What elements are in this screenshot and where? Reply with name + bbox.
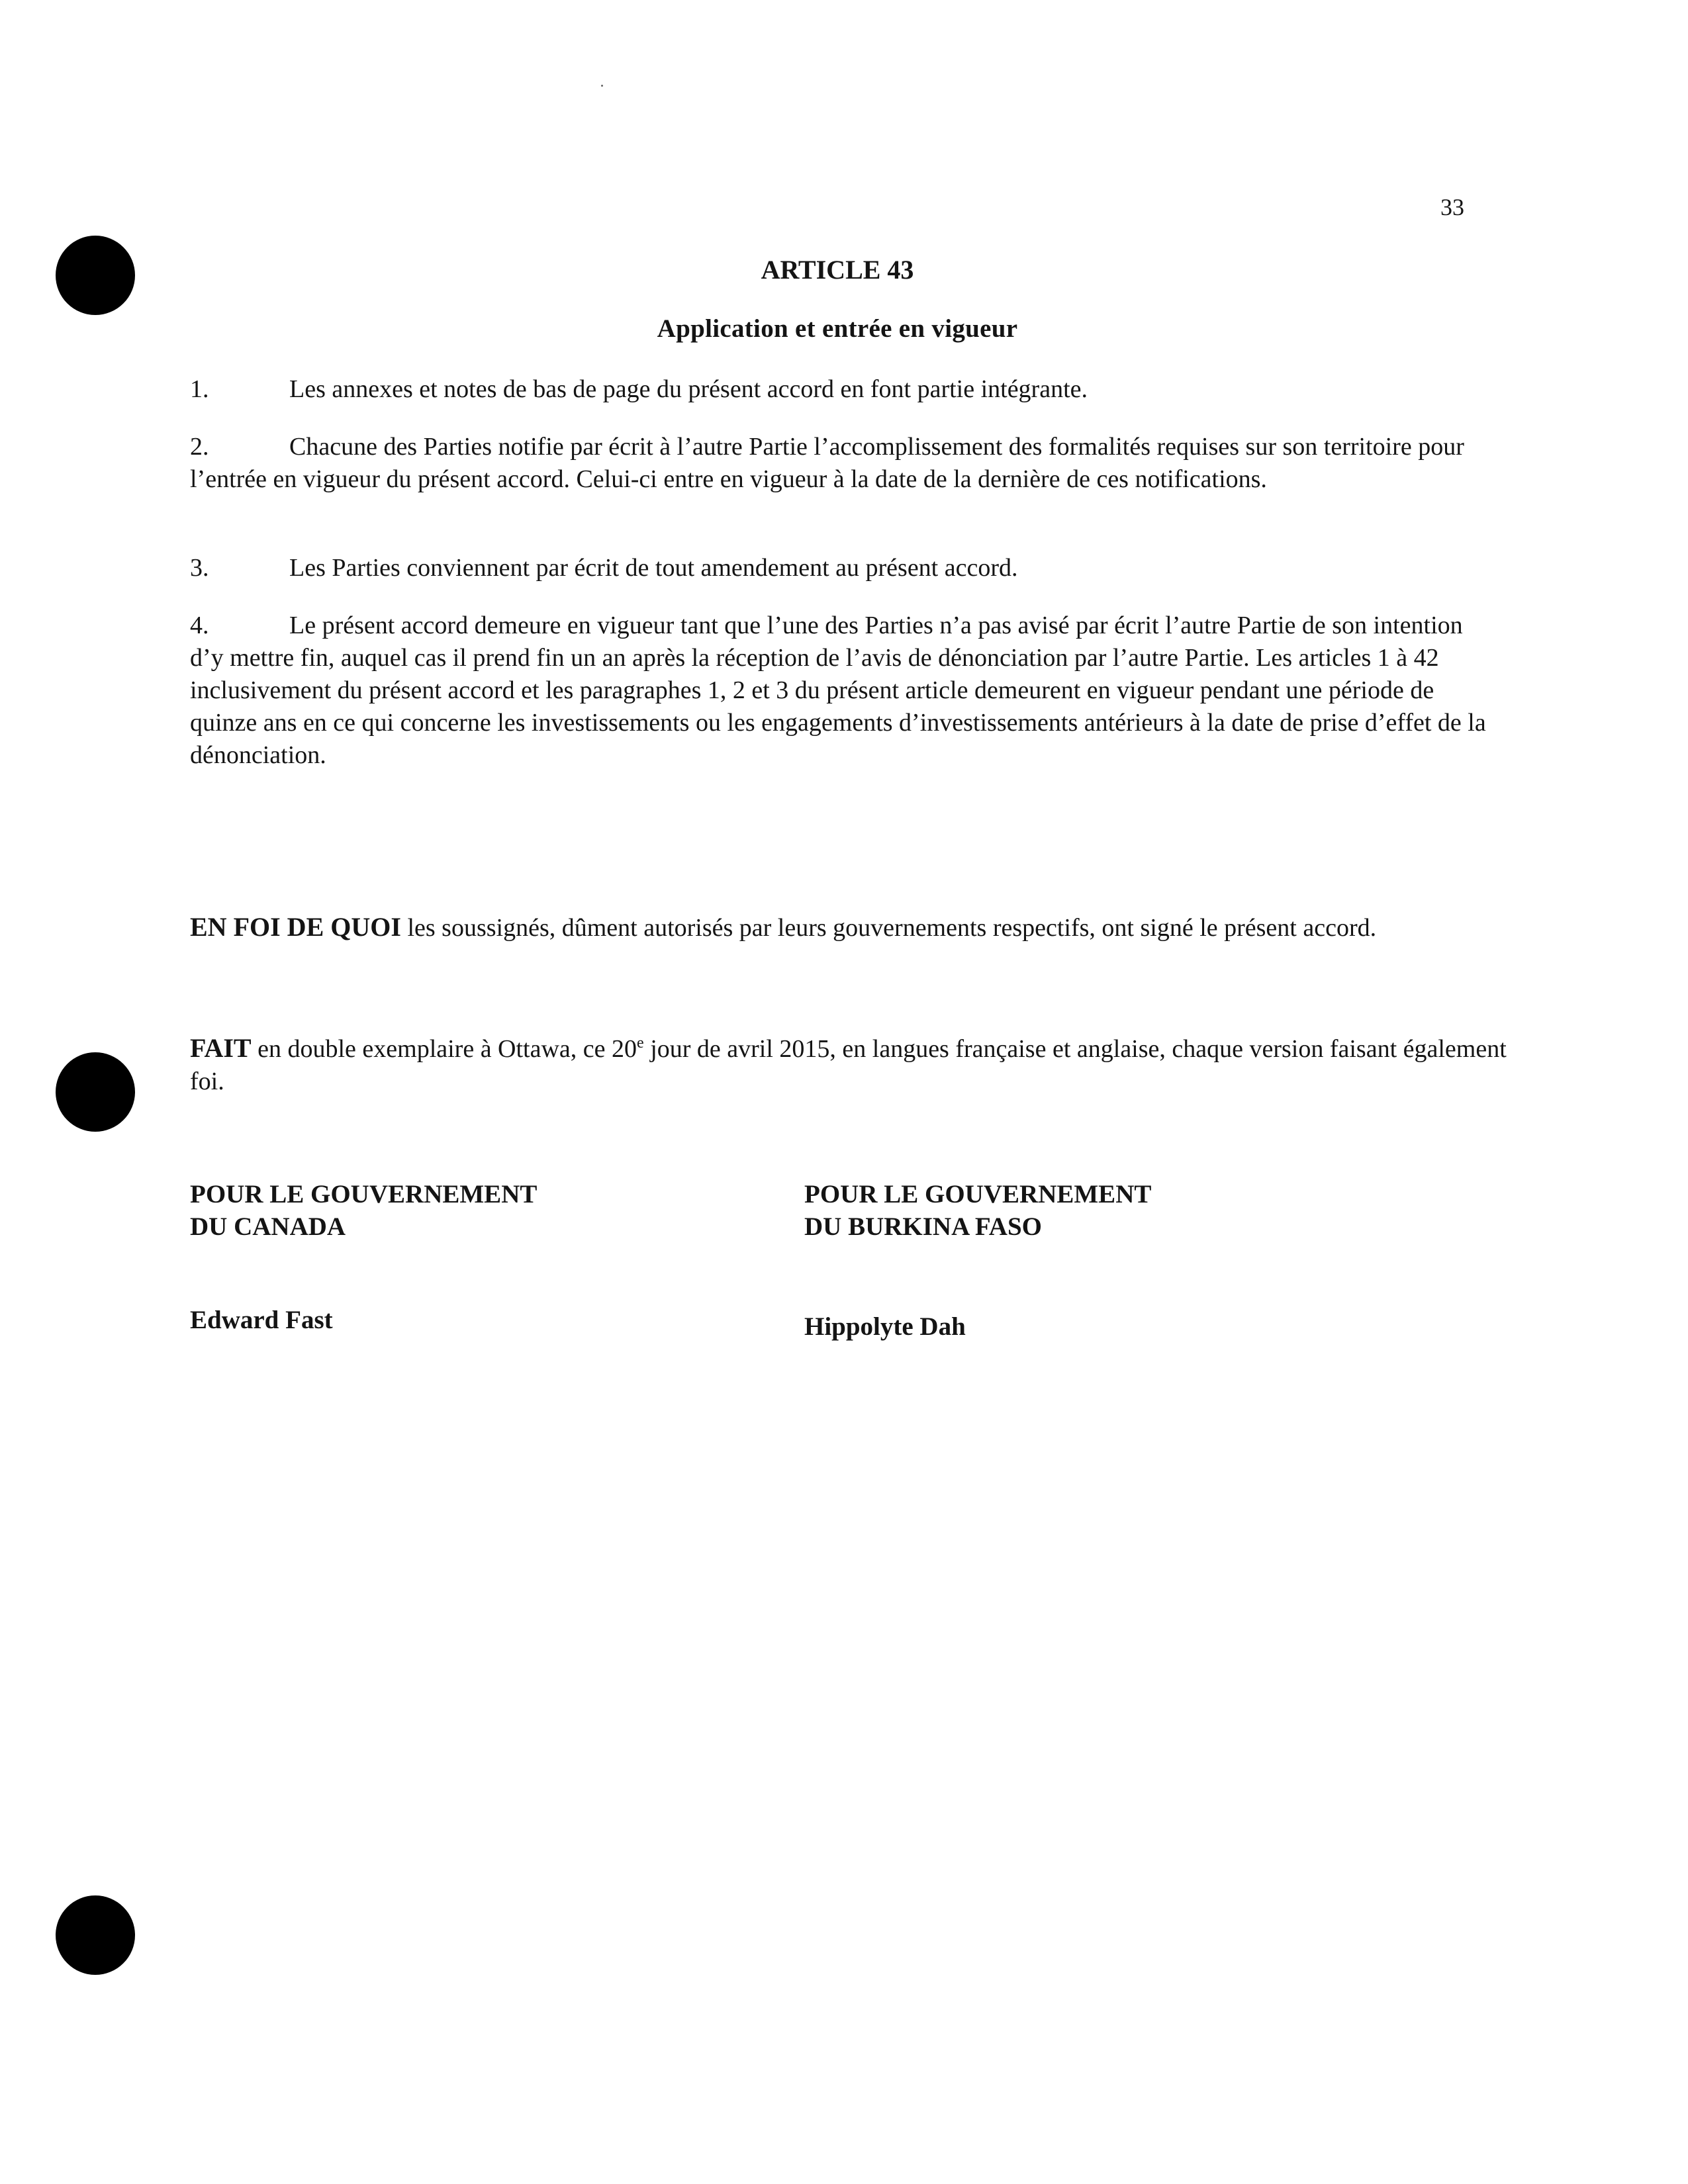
paragraph-2 [190, 431, 1491, 496]
done-at-lead: FAIT [190, 1033, 252, 1063]
paragraph-3 [190, 552, 1491, 584]
signatory-block-burkina-faso [804, 1178, 1151, 1243]
paragraph-4 [190, 610, 1491, 772]
witness-text: les soussignés, dûment autorisés par leurs gouvernements respectifs, ont signé le présent accord. [400, 914, 1377, 942]
signatory-line2: DU CANADA [190, 1212, 346, 1241]
scan-speck [601, 85, 603, 87]
signatory-line1: POUR LE GOUVERNEMENT [190, 1180, 538, 1208]
done-at-text-before: en double exemplaire à Ottawa, ce 20 [251, 1035, 637, 1063]
paragraph-number: 2. [190, 433, 209, 461]
paragraph-number: 3. [190, 554, 209, 582]
punch-hole-bottom [56, 1895, 135, 1975]
paragraph-number: 1. [190, 375, 209, 403]
article-subheading: Application et entrée en vigueur [657, 314, 1018, 343]
article-heading: ARTICLE 43 [761, 255, 914, 285]
paragraph-1 [190, 373, 1491, 406]
done-at-clause [190, 1027, 1507, 1098]
punch-hole-middle [56, 1052, 135, 1132]
signatory-block-canada [190, 1178, 537, 1243]
paragraph-number: 4. [190, 612, 209, 639]
signatory-line2: DU BURKINA FASO [804, 1212, 1042, 1241]
paragraph-text: Le présent accord demeure en vigueur tant que l’une des Parties n’a pas avisé par écrit l’autre Partie de son intention d’y mettre fin, auquel cas il prend fin un an après la réception de l’avis de dénonciation par l’autre Partie. Les articles 1 à 42 inclusivement du présent accord et les paragraphes 1, 2 et 3 du présent article demeurent en vigueur pendant une période de quinze ans en ce qui concerne les investissements ou les engagements d’investissements antérieurs à la date de prise d’effet de la dénonciation. [190, 612, 1486, 769]
witness-clause [190, 911, 1507, 944]
signer-name-canada: Edward Fast [190, 1306, 333, 1334]
done-at-text-after: jour de avril 2015, en langues française et anglaise, chaque version faisant également foi. [190, 1035, 1507, 1095]
paragraph-text: Les annexes et notes de bas de page du présent accord en font partie intégrante. [289, 375, 1088, 403]
signatory-line1: POUR LE GOUVERNEMENT [804, 1180, 1152, 1208]
paragraph-text: Chacune des Parties notifie par écrit à l’autre Partie l’accomplissement des formalités requises sur son territoire pour l’entrée en vigueur du présent accord. Celui-ci entre en vigueur à la date de la dernière de ces notifications. [190, 433, 1464, 493]
paragraph-text: Les Parties conviennent par écrit de tout amendement au présent accord. [289, 554, 1018, 582]
ordinal-superscript: e [637, 1034, 644, 1052]
witness-lead: EN FOI DE QUOI [190, 912, 401, 942]
signer-name-burkina-faso: Hippolyte Dah [804, 1312, 966, 1341]
page-number: 33 [1440, 194, 1464, 220]
